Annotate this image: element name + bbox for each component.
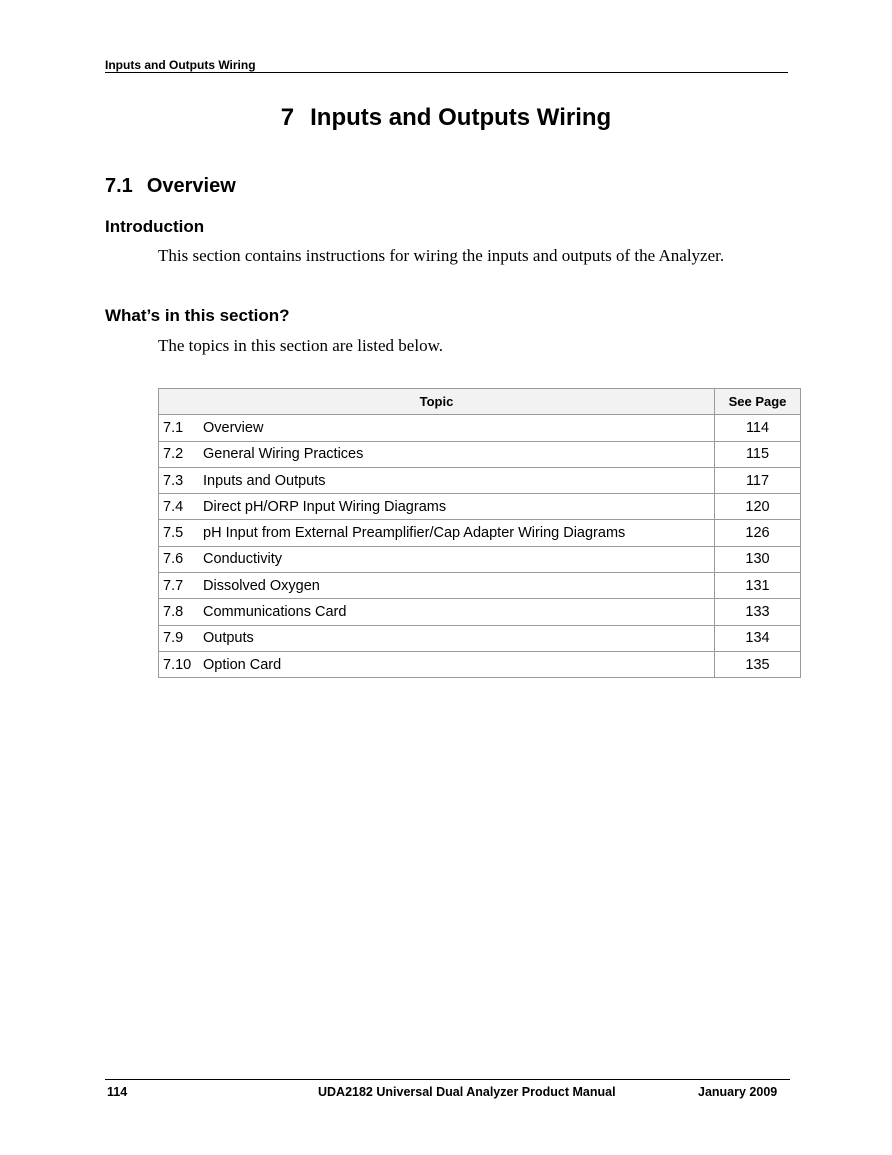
introduction-text: This section contains instructions for wiring the inputs and outputs of the Analyzer.: [158, 246, 725, 265]
topic-section-number: 7.9: [163, 630, 184, 647]
table-row: [159, 494, 801, 520]
topic-section-number: 7.3: [163, 472, 184, 489]
topic-page: 114: [715, 415, 801, 441]
topic-column-header: Topic: [159, 389, 715, 415]
topic-title: Communications Card: [203, 604, 347, 621]
table-header-row: [159, 389, 801, 415]
introduction-heading: Introduction: [105, 217, 205, 236]
topic-page: 126: [715, 520, 801, 546]
topic-section-number: 7.6: [163, 551, 184, 568]
topic-section-number: 7.5: [163, 525, 184, 542]
topic-page: 115: [715, 441, 801, 467]
whats-in-section-text: The topics in this section are listed below.: [158, 336, 443, 355]
table-row: [159, 625, 801, 651]
table-row: [159, 651, 801, 677]
footer-manual-title: UDA2182 Universal Dual Analyzer Product Manual: [318, 1085, 616, 1099]
footer-date: January 2009: [698, 1085, 778, 1099]
table-row: [159, 599, 801, 625]
topics-table: [158, 388, 801, 678]
topic-title: Conductivity: [203, 551, 282, 568]
table-row: [159, 546, 801, 572]
topic-title: Overview: [203, 419, 264, 436]
see-page-column-header: See Page: [715, 389, 801, 415]
topic-title: Option Card: [203, 656, 282, 673]
topic-title: pH Input from External Preamplifier/Cap Adapter Wiring Diagrams: [203, 525, 626, 542]
topic-title: Direct pH/ORP Input Wiring Diagrams: [203, 498, 447, 515]
topic-page: 134: [715, 625, 801, 651]
topic-page: 131: [715, 573, 801, 599]
topic-title: General Wiring Practices: [203, 446, 364, 463]
table-row: [159, 441, 801, 467]
running-header-title: Inputs and Outputs Wiring: [105, 58, 256, 72]
table-row: [159, 467, 801, 493]
topic-page: 135: [715, 651, 801, 677]
whats-in-section-heading: What’s in this section?: [105, 306, 290, 325]
topic-title: Outputs: [203, 630, 254, 647]
footer-divider: [105, 1079, 790, 1080]
topic-title: Inputs and Outputs: [203, 472, 326, 489]
chapter-title-text: Inputs and Outputs Wiring: [310, 104, 612, 131]
topic-page: 130: [715, 546, 801, 572]
section-title: [105, 173, 236, 199]
section-number: 7.1: [105, 175, 133, 197]
table-row: [159, 415, 801, 441]
section-title-text: Overview: [146, 175, 236, 197]
topic-title: Dissolved Oxygen: [203, 577, 320, 594]
chapter-number: 7: [280, 104, 295, 131]
topic-page: 120: [715, 494, 801, 520]
topic-page: 117: [715, 467, 801, 493]
topic-section-number: 7.2: [163, 446, 184, 463]
table-row: [159, 520, 801, 546]
table-row: [159, 573, 801, 599]
topic-section-number: 7.8: [163, 604, 184, 621]
topic-section-number: 7.1: [163, 419, 184, 436]
topic-page: 133: [715, 599, 801, 625]
footer-page-number: 114: [107, 1085, 128, 1099]
chapter-title: [0, 103, 892, 133]
running-header: [105, 58, 788, 73]
topic-section-number: 7.4: [163, 498, 184, 515]
topic-section-number: 7.7: [163, 577, 184, 594]
topic-section-number: 7.10: [163, 656, 192, 673]
